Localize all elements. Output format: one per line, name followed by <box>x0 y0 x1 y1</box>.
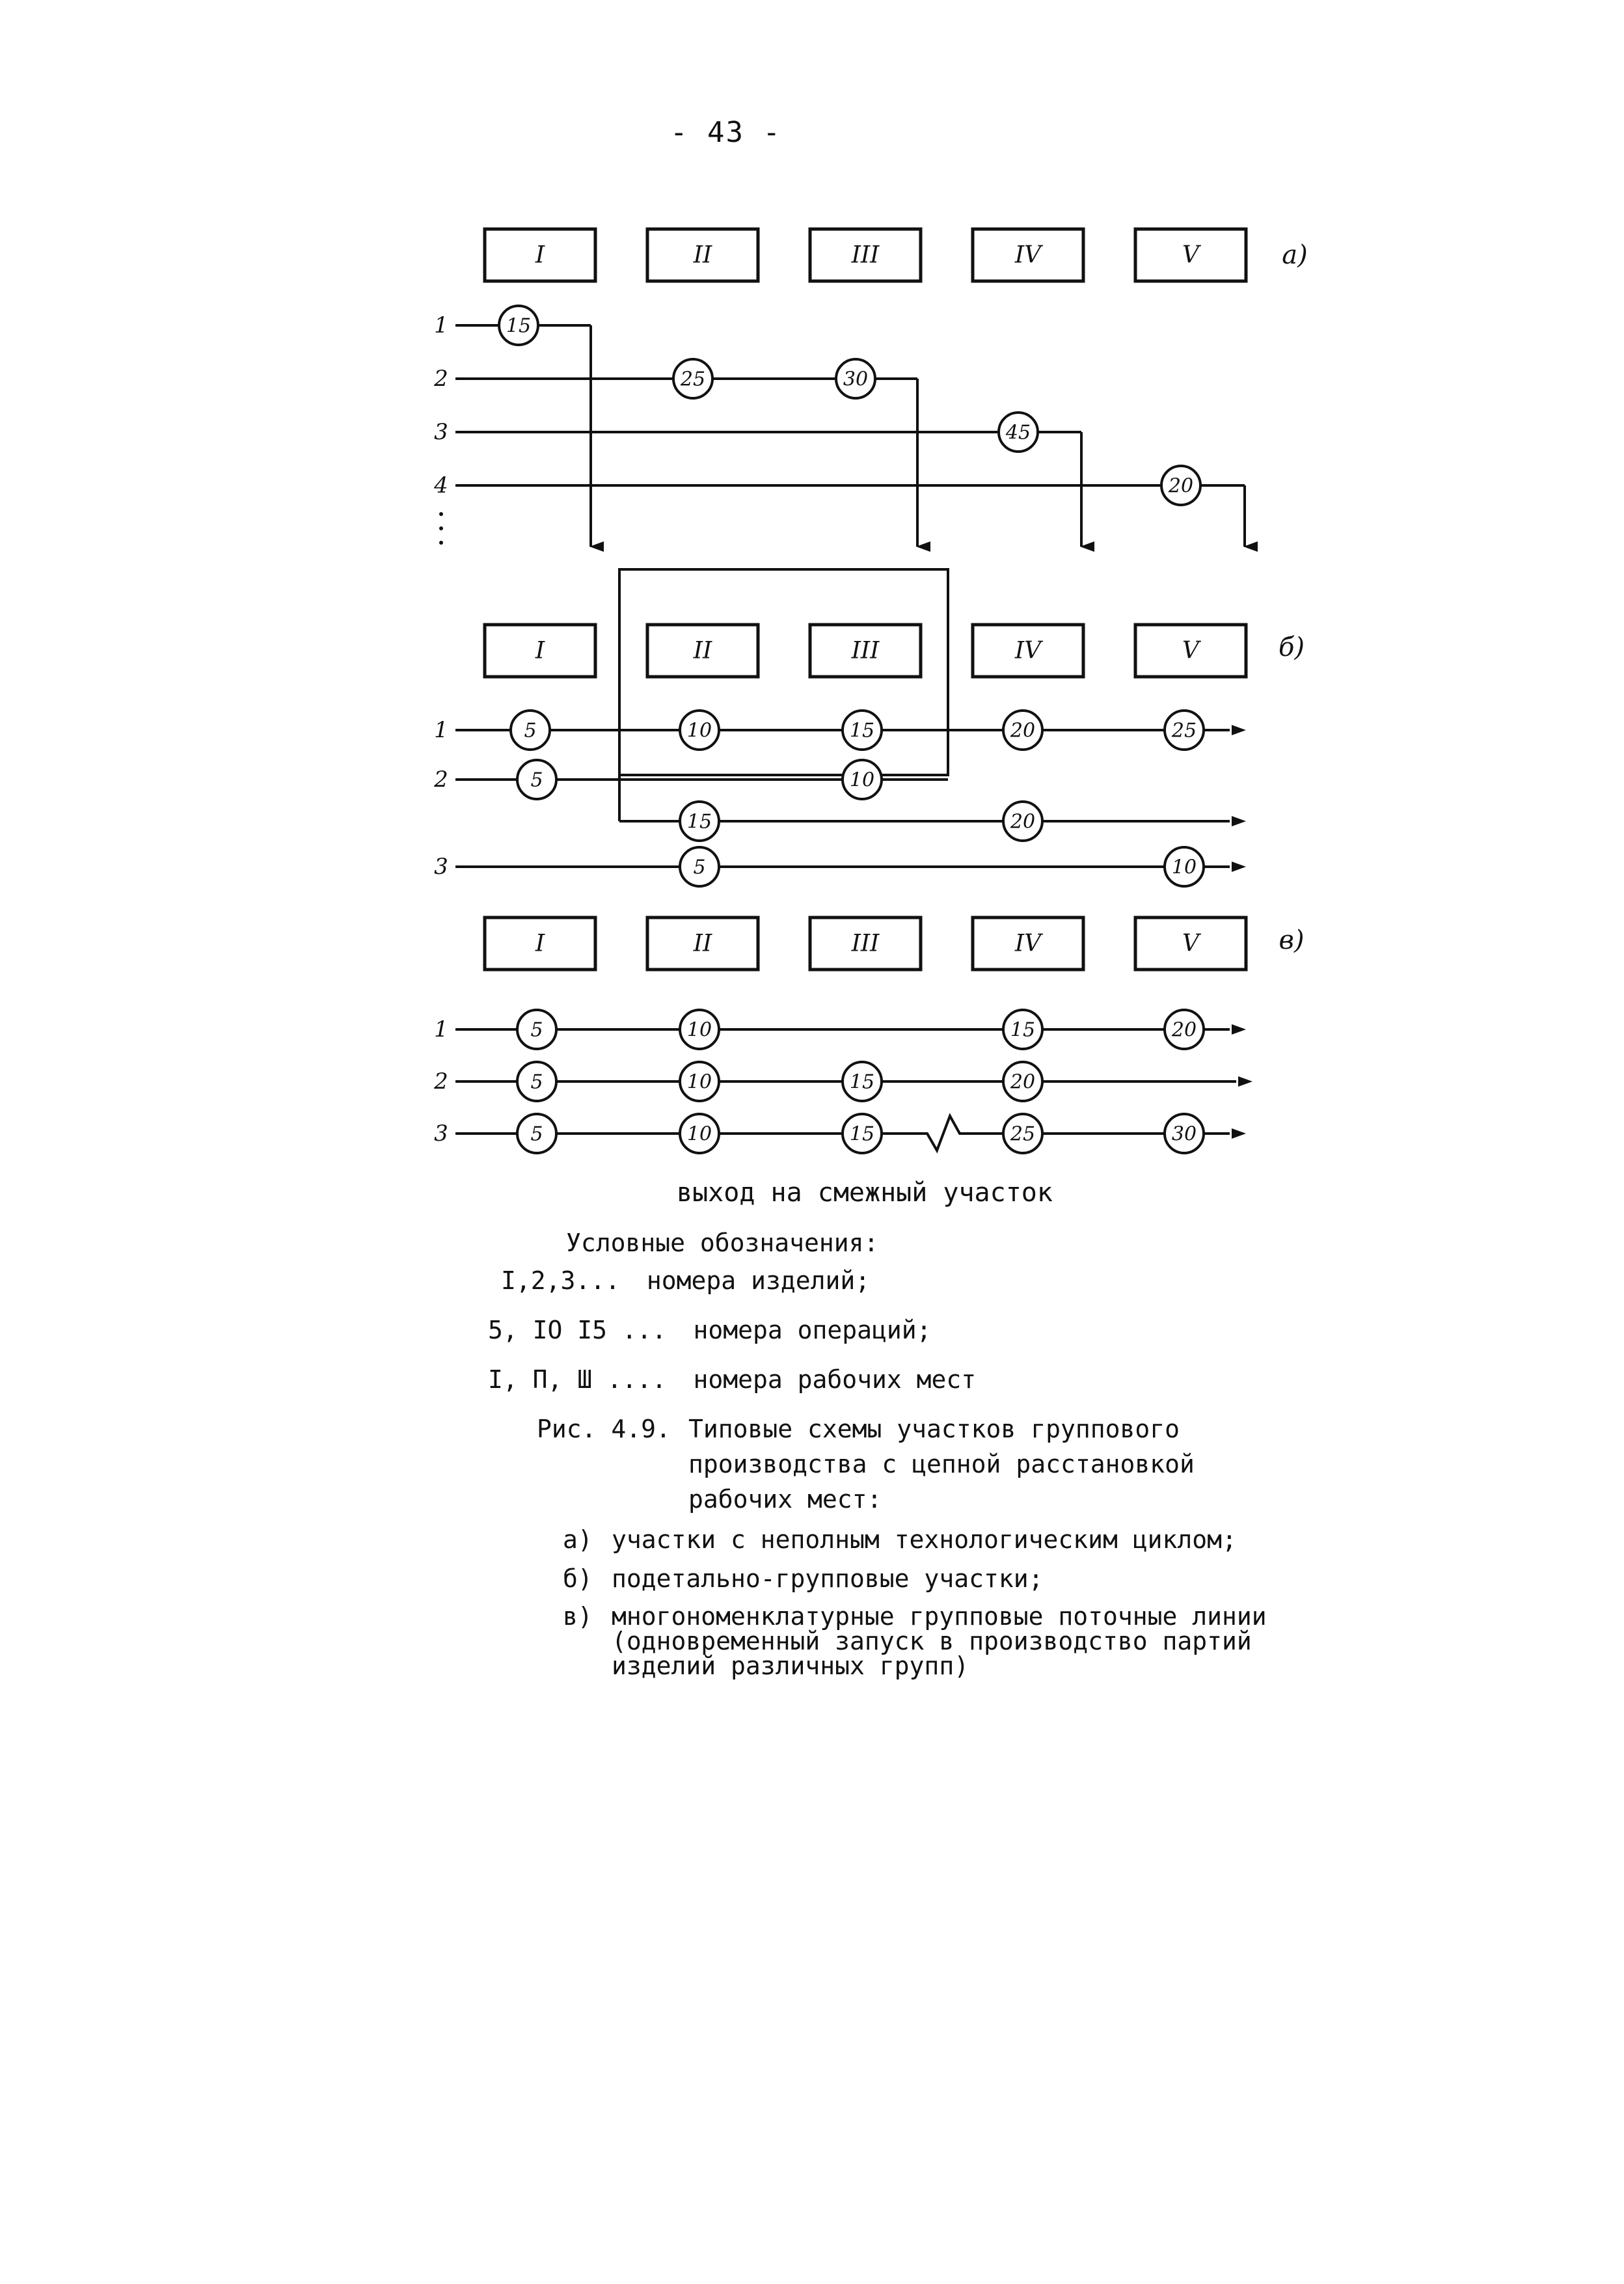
operation-number: 25 <box>680 368 706 391</box>
legend-item-operations <box>488 1316 931 1344</box>
flow-arrowhead <box>1232 1128 1246 1139</box>
legend-item-workplaces <box>488 1365 976 1394</box>
workplace-label: I <box>535 241 545 269</box>
operation-number: 10 <box>686 1018 712 1042</box>
operation-number: 45 <box>1005 421 1031 444</box>
product-number: 1 <box>434 1016 448 1042</box>
group-frame <box>619 569 948 775</box>
diagram-label: a) <box>1282 240 1308 270</box>
operation-number: 5 <box>693 856 706 879</box>
operation-number: 10 <box>686 719 712 742</box>
workplace-label: III <box>851 637 880 664</box>
ellipsis-dot <box>439 526 443 530</box>
caption-item-text: участки с неполным технологическим циклом; <box>612 1525 1237 1554</box>
operation-number: 10 <box>686 1122 712 1146</box>
workplace-label: III <box>851 930 880 957</box>
workplace-label: IV <box>1014 930 1042 957</box>
operation-number: 30 <box>1171 1122 1197 1146</box>
flow-arrowhead <box>1232 862 1246 872</box>
product-number: 2 <box>434 767 448 793</box>
operation-number: 15 <box>1010 1018 1036 1042</box>
operation-number: 5 <box>530 768 543 792</box>
product-number: 2 <box>434 366 448 392</box>
legend-text: номера рабочих мест <box>693 1365 977 1394</box>
operation-number: 20 <box>1010 719 1036 742</box>
caption-item-text: многономенклатурные групповые поточные линии <box>612 1602 1267 1631</box>
workplace-label: III <box>851 241 880 269</box>
operation-number: 10 <box>849 768 875 792</box>
operation-number: 30 <box>843 368 869 391</box>
workplace-label: I <box>535 637 545 664</box>
exit-label: выход на смежный участок <box>677 1178 1053 1208</box>
operation-number: 20 <box>1010 1070 1036 1094</box>
workplace-label: V <box>1182 241 1199 269</box>
legend-key: I,2,3... <box>501 1266 621 1295</box>
diagram-label: б) <box>1278 632 1305 662</box>
product-number: 2 <box>434 1068 448 1094</box>
flow-arrowhead <box>1232 1024 1246 1035</box>
caption-item-text: подетально-групповые участки; <box>612 1564 1044 1593</box>
operation-number: 25 <box>1010 1122 1036 1146</box>
operation-number: 15 <box>849 1122 875 1146</box>
product-number: 3 <box>434 1121 448 1147</box>
operation-number: 5 <box>530 1018 543 1042</box>
flow-arrowhead <box>1232 816 1246 826</box>
product-number: 4 <box>434 472 448 498</box>
product-number: 1 <box>434 717 448 743</box>
product-number: 3 <box>434 854 448 880</box>
legend-text: номера изделий; <box>646 1266 871 1295</box>
operation-number: 20 <box>1168 474 1194 498</box>
legend-item-products <box>501 1266 870 1295</box>
legend-text: номера операций; <box>693 1316 932 1344</box>
caption-title-line: Типовые схемы участков группового <box>688 1415 1180 1443</box>
workplace-label: V <box>1182 930 1199 957</box>
operation-number: 15 <box>849 719 875 742</box>
operation-number: 15 <box>686 810 712 834</box>
workplace-label: V <box>1182 637 1199 664</box>
flow-arrowhead <box>1232 725 1246 735</box>
product-number: 3 <box>434 419 448 445</box>
workplace-label: IV <box>1014 637 1042 664</box>
diagram-label: в) <box>1279 925 1305 955</box>
caption-item-text: (одновременный запуск в производство партий <box>612 1627 1252 1655</box>
legend-title: Условные обозначения: <box>566 1229 879 1257</box>
operation-number: 20 <box>1010 810 1036 834</box>
operation-number: 10 <box>686 1070 712 1094</box>
operation-number: 5 <box>530 1122 543 1146</box>
caption-item-marker: в) <box>563 1602 593 1631</box>
figure-number: Рис. 4.9. <box>537 1415 671 1443</box>
operation-number: 5 <box>524 719 537 742</box>
product-number: 1 <box>434 312 448 338</box>
workplace-label: I <box>535 930 545 957</box>
caption-item-marker: а) <box>563 1525 593 1554</box>
operation-number: 25 <box>1171 719 1197 742</box>
flow-arrowhead <box>1238 1076 1252 1087</box>
operation-number: 20 <box>1171 1018 1197 1042</box>
operation-number: 10 <box>1171 856 1197 879</box>
caption-item-marker: б) <box>563 1564 593 1593</box>
workplace-label: II <box>693 241 712 269</box>
operation-number: 15 <box>849 1070 875 1094</box>
caption-title-line: рабочих мест: <box>688 1485 882 1514</box>
workplace-label: IV <box>1014 241 1042 269</box>
ellipsis-dot <box>439 541 443 545</box>
operation-number: 5 <box>530 1070 543 1094</box>
legend-key: 5, IO I5 ... <box>488 1316 667 1344</box>
caption-title-line: производства с цепной расстановкой <box>688 1450 1195 1478</box>
workplace-label: II <box>693 637 712 664</box>
page-number: - 43 - <box>670 116 781 149</box>
caption-item-text: изделий различных групп) <box>612 1652 969 1680</box>
workplace-label: II <box>693 930 712 957</box>
operation-number: 15 <box>506 314 532 338</box>
legend-key: I, П, Ш .... <box>488 1365 667 1394</box>
ellipsis-dot <box>439 512 443 516</box>
